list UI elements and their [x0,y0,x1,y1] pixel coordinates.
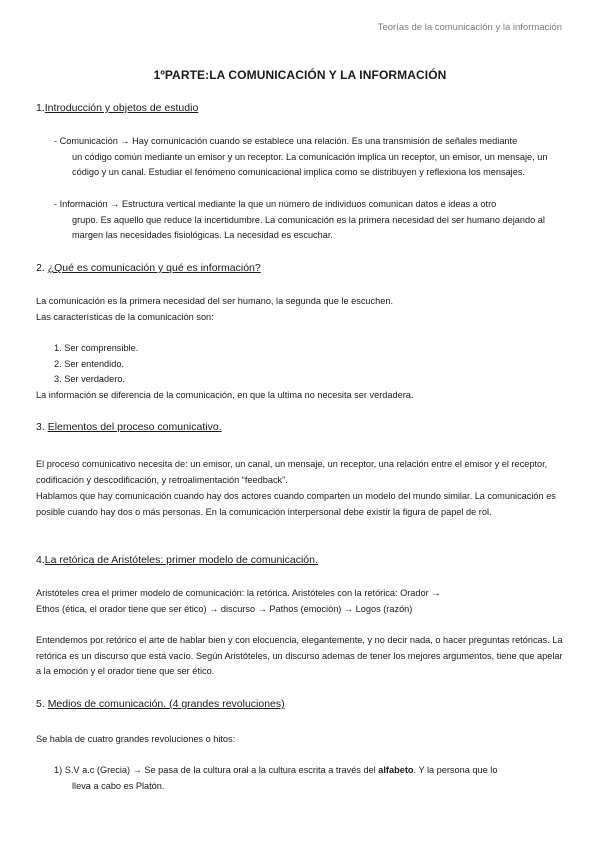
page-header: Teorías de la comunicación y la información [377,22,562,33]
paragraph: Aristóteles crea el primer modelo de comunicación: la retórica. Aristóteles con la retórica: Orador → [36,588,441,598]
list-item: 3. Ser verdadero. [54,374,125,385]
revolution-item-1: 1) S.V a.c (Grecia) → Se pasa de la cultura oral a la cultura escrita a través del alfabeto. Y la persona que lo lleva a cabo es Platón. [54,765,498,791]
list-item: 1. Ser comprensible. [54,343,139,353]
section-1-title: Introducción y objetos de estudio [44,102,199,114]
bullet-comunicacion: - Comunicación → Hay comunicación cuando se establece una relación. Es una transmisión de señales mediante un código común mediante un emisor y un receptor. La comunicación implica un receptor, un emisor, un mensaje, un código y un canal. Estudiar el fenómeno comunicacional implica como se distribuyen y reflexiona los mensajes. [54,136,548,178]
paragraph: Entendemos por retórico el arte de hablar bien y con elocuencia, elegantemente, y no decir nada, o hacer preguntas retóricas. La retórica es un discurso que está vacío. Según Aristóteles, un discurso ademas de tener los mejores argumentos, tiene que apelar a la emoción y el orador tiene que ser ético. [36,635,563,677]
section-3-title: Elementos del proceso comunicativo. [47,421,222,433]
paragraph: La comunicación es la primera necesidad del ser humano, la segunda que le escuchen. [36,296,394,306]
section-2-number: 2. [36,262,45,274]
section-3-heading [36,421,222,433]
section-5-number: 5. [36,698,45,710]
page-title: 1ºPARTE:LA COMUNICACIÓN Y LA INFORMACIÓN [153,68,447,82]
section-5-heading [36,698,285,710]
section-3-number: 3. [36,421,45,433]
paragraph: Ethos (ética, el orador tiene que ser ético) → discurso → Pathos (emoción) → Logos (razón) [36,604,413,614]
list-item: 2. Ser entendido. [54,358,124,369]
section-2-title: ¿Qué es comunicación y qué es información? [47,262,261,274]
section-5-title: Medios de comunicación. (4 grandes revoluciones) [47,698,285,710]
section-4-heading [36,554,318,566]
section-4-title: La retórica de Aristóteles: primer modelo de comunicación. [44,554,318,566]
paragraph: Las características de la comunicación son: [36,312,214,322]
section-1-number: 1. [36,102,45,114]
paragraph: El proceso comunicativo necesita de: un emisor, un canal, un mensaje, un receptor, una relación entre el emisor y el receptor, codificación y descodificación, y retroalimentación “feedback”. [36,459,548,485]
bullet-informacion: - Información → Estructura vertical mediante la que un número de individuos comunican datos e ideas a otro grupo. Es aquello que reduce la incertidumbre. La comunicación es la primera necesidad del ser humano dejando al margen las necesidades fisiológicas. La necesidad es escuchar. [54,199,545,241]
highlight-alfabeto: alfabeto [378,765,414,775]
section-4-number: 4. [36,554,45,566]
section-2-heading [36,262,261,274]
characteristics-list [54,341,138,388]
section-1-heading [36,102,198,114]
paragraph: La información se diferencia de la comunicación, en que la ultima no necesita ser verdadera. [36,390,414,400]
paragraph: Hablamos que hay comunicación cuando hay dos actores cuando comparten un modelo del mundo similar. La comunicación es posible cuando hay dos o más personas. En la comunicación interpersonal debe existir la figura de papel de rol. [36,491,556,517]
paragraph: Se habla de cuatro grandes revoluciones o hitos: [36,734,236,744]
